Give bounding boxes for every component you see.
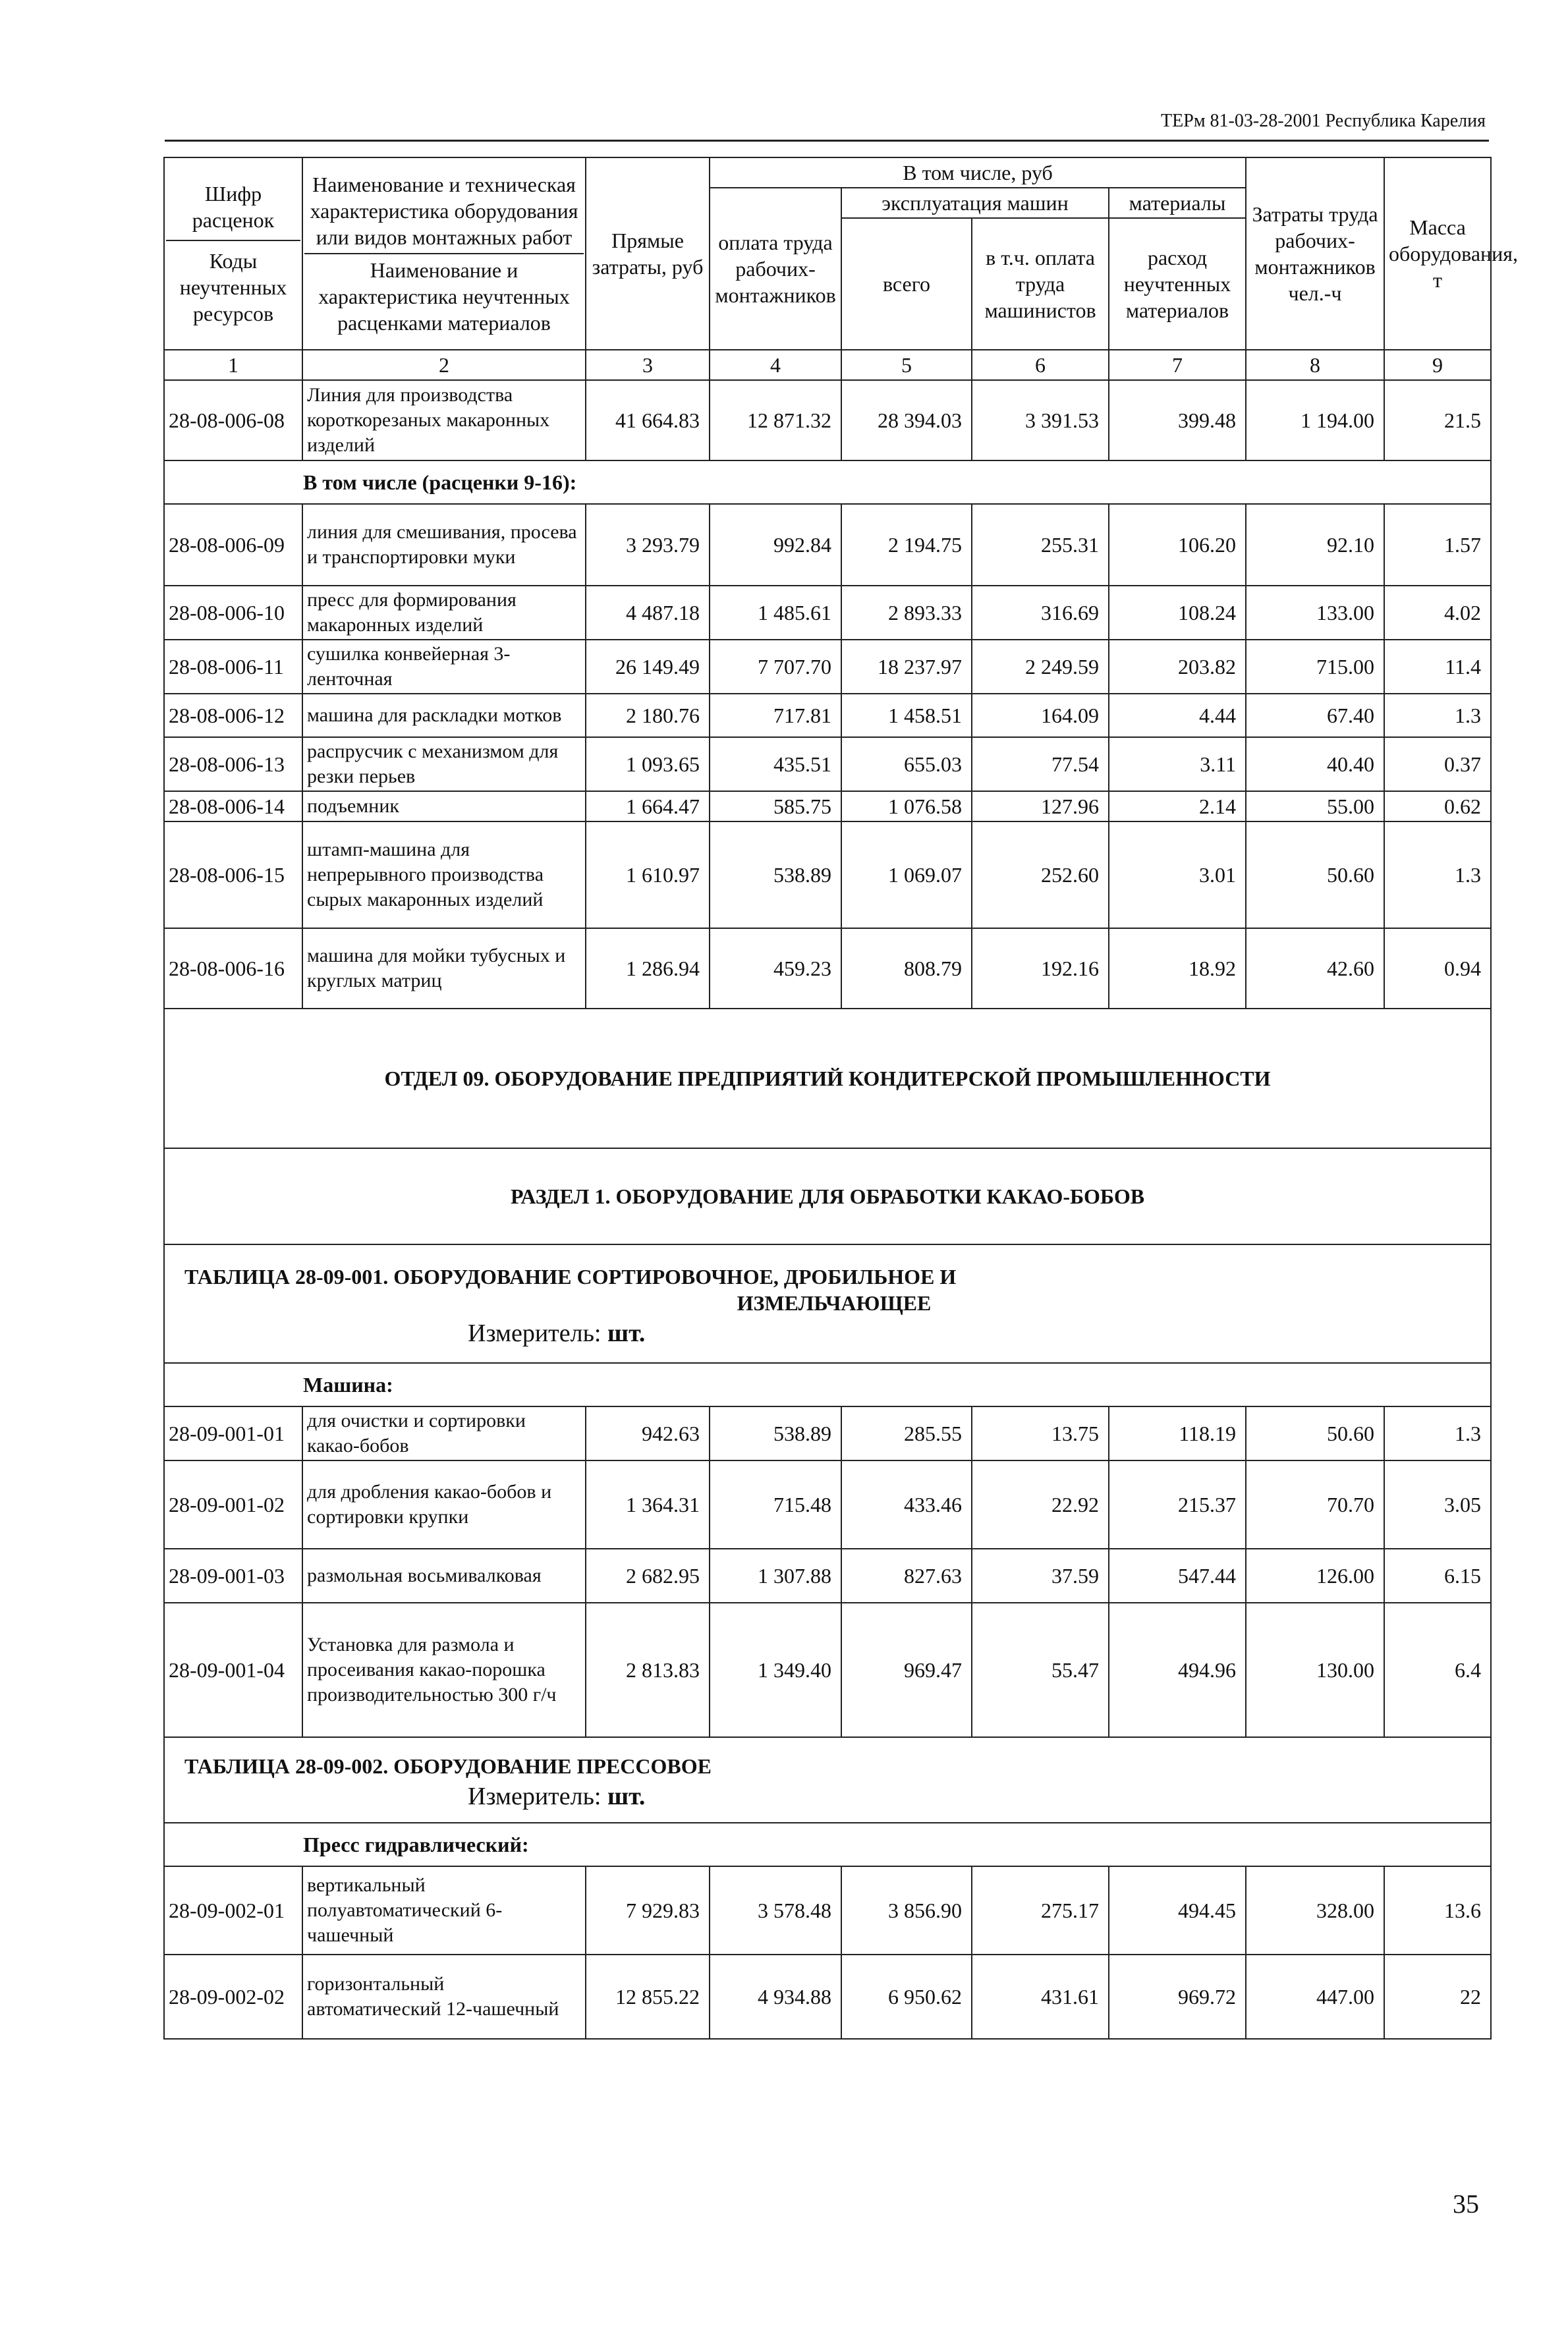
header-rule	[165, 140, 1489, 142]
table-row	[164, 928, 1491, 1009]
document-header: ТЕРм 81-03-28-2001 Республика Карелия	[1161, 111, 1486, 131]
table-row	[164, 586, 1491, 640]
cell-mass: 1.57	[1384, 504, 1491, 586]
cell-mat: 118.19	[1109, 1406, 1246, 1460]
col-mass-header: Масса оборудования, т	[1384, 157, 1491, 350]
col-code-top: Шифр расценок	[192, 182, 275, 232]
cell-mass: 0.94	[1384, 928, 1491, 1009]
cell-direct: 4 487.18	[586, 586, 710, 640]
cell-wages: 538.89	[710, 1406, 841, 1460]
group-heading-row	[164, 1823, 1491, 1866]
cell-wages: 717.81	[710, 694, 841, 737]
cell-mat: 547.44	[1109, 1549, 1246, 1603]
cell-direct: 2 682.95	[586, 1549, 710, 1603]
col-name-bottom: Наименование и характеристика неучтенных расценками материалов	[304, 253, 584, 336]
table-title-2-row	[164, 1737, 1491, 1823]
cell-code: 28-09-002-01	[164, 1866, 302, 1955]
cell-mach: 18 237.97	[841, 640, 972, 694]
cell-labor: 130.00	[1246, 1603, 1384, 1737]
cell-mach_w: 22.92	[972, 1460, 1109, 1549]
cell-mat: 4.44	[1109, 694, 1246, 737]
section-title-row	[164, 1148, 1491, 1244]
cell-mass: 13.6	[1384, 1866, 1491, 1955]
cell-mach: 433.46	[841, 1460, 972, 1549]
cell-direct: 2 180.76	[586, 694, 710, 737]
cell-mach_w: 316.69	[972, 586, 1109, 640]
cell-name: пресс для формирования макаронных изделий	[302, 586, 586, 640]
table-title-text: ТАБЛИЦА 28-09-002. ОБОРУДОВАНИЕ ПРЕССОВОЕ	[184, 1754, 712, 1778]
cell-mach_w: 77.54	[972, 737, 1109, 791]
cell-mach: 655.03	[841, 737, 972, 791]
cell-code: 28-09-001-02	[164, 1460, 302, 1549]
cell-mach_w: 55.47	[972, 1603, 1109, 1737]
table-row	[164, 1406, 1491, 1460]
rates-table	[163, 157, 1518, 2040]
cell-mass: 3.05	[1384, 1460, 1491, 1549]
group-heading: Машина:	[164, 1363, 1491, 1406]
cell-labor: 40.40	[1246, 737, 1384, 791]
measure-value: шт.	[607, 1783, 646, 1810]
cell-mass: 4.02	[1384, 586, 1491, 640]
group-heading: В том числе (расценки 9-16):	[164, 460, 1491, 504]
cell-labor: 70.70	[1246, 1460, 1384, 1549]
cell-mach: 808.79	[841, 928, 972, 1009]
cell-wages: 585.75	[710, 791, 841, 821]
cell-labor: 67.40	[1246, 694, 1384, 737]
cell-name: размольная восьмивалковая	[302, 1549, 586, 1603]
cell-mach_w: 37.59	[972, 1549, 1109, 1603]
cell-code: 28-08-006-16	[164, 928, 302, 1009]
cell-mach: 6 950.62	[841, 1955, 972, 2039]
cell-mass: 11.4	[1384, 640, 1491, 694]
cell-code: 28-09-002-02	[164, 1955, 302, 2039]
cell-mat: 969.72	[1109, 1955, 1246, 2039]
col-direct-header: Прямые затраты, руб	[586, 157, 710, 350]
cell-labor: 126.00	[1246, 1549, 1384, 1603]
col-number: 8	[1246, 350, 1384, 380]
cell-mach: 969.47	[841, 1603, 972, 1737]
cell-code: 28-09-001-03	[164, 1549, 302, 1603]
cell-wages: 992.84	[710, 504, 841, 586]
cell-mach_w: 2 249.59	[972, 640, 1109, 694]
cell-wages: 538.89	[710, 821, 841, 928]
cell-direct: 1 093.65	[586, 737, 710, 791]
cell-name: для дробления какао-бобов и сортировки крупки	[302, 1460, 586, 1549]
table-title-1	[164, 1244, 1491, 1363]
col-machines-wages-header: в т.ч. оплата труда машинистов	[972, 218, 1109, 350]
cell-mat: 18.92	[1109, 928, 1246, 1009]
cell-wages: 1 349.40	[710, 1603, 841, 1737]
cell-mach_w: 255.31	[972, 504, 1109, 586]
cell-labor: 1 194.00	[1246, 380, 1384, 460]
col-labor-header: Затраты труда рабочих-монтажников чел.-ч	[1246, 157, 1384, 350]
cell-name: Установка для размола и просеивания какао-порошка производительностью 300 г/ч	[302, 1603, 586, 1737]
table-row	[164, 821, 1491, 928]
cell-mach: 28 394.03	[841, 380, 972, 460]
cell-name: горизонтальный автоматический 12-чашечный	[302, 1955, 586, 2039]
cell-mat: 3.11	[1109, 737, 1246, 791]
col-number: 3	[586, 350, 710, 380]
col-name-header	[302, 157, 586, 350]
cell-mass: 1.3	[1384, 1406, 1491, 1460]
cell-code: 28-08-006-13	[164, 737, 302, 791]
cell-mach: 285.55	[841, 1406, 972, 1460]
cell-code: 28-08-006-12	[164, 694, 302, 737]
col-wages-header: оплата труда рабочих-монтажников	[710, 188, 841, 350]
cell-mach_w: 3 391.53	[972, 380, 1109, 460]
cell-name: линия для смешивания, просева и транспортировки муки	[302, 504, 586, 586]
cell-mat: 494.45	[1109, 1866, 1246, 1955]
cell-code: 28-08-006-11	[164, 640, 302, 694]
cell-mat: 215.37	[1109, 1460, 1246, 1549]
cell-mass: 22	[1384, 1955, 1491, 2039]
group-heading-row	[164, 1363, 1491, 1406]
table-row	[164, 791, 1491, 821]
cell-mass: 0.37	[1384, 737, 1491, 791]
table-title-text-cont: ИЗМЕЛЬЧАЮЩЕЕ	[737, 1291, 932, 1315]
cell-labor: 92.10	[1246, 504, 1384, 586]
col-name-top: Наименование и техническая характеристика оборудования или видов монтажных работ	[310, 173, 578, 249]
cell-mass: 6.4	[1384, 1603, 1491, 1737]
measure-label: Измеритель:	[468, 1783, 607, 1810]
cell-mach: 1 076.58	[841, 791, 972, 821]
cell-mach_w: 164.09	[972, 694, 1109, 737]
cell-mach: 827.63	[841, 1549, 972, 1603]
col-number: 2	[302, 350, 586, 380]
cell-mat: 2.14	[1109, 791, 1246, 821]
cell-mach_w: 431.61	[972, 1955, 1109, 2039]
col-including-header: В том числе, руб	[710, 157, 1246, 188]
cell-name: машина для мойки тубусных и круглых матриц	[302, 928, 586, 1009]
table-row	[164, 380, 1491, 460]
col-materials-sub-header: расход неучтенных материалов	[1109, 218, 1246, 350]
col-number: 4	[710, 350, 841, 380]
table-row	[164, 640, 1491, 694]
page-number: 35	[1453, 2189, 1479, 2219]
measure-value: шт.	[607, 1320, 646, 1347]
cell-code: 28-08-006-14	[164, 791, 302, 821]
cell-labor: 133.00	[1246, 586, 1384, 640]
col-machines-header: эксплуатация машин	[841, 188, 1109, 218]
col-code-header	[164, 157, 302, 350]
cell-name: штамп-машина для непрерывного производства сырых макаронных изделий	[302, 821, 586, 928]
table-title-1-row	[164, 1244, 1491, 1363]
table-row	[164, 737, 1491, 791]
measure-unit	[468, 1783, 1484, 1810]
cell-mach_w: 13.75	[972, 1406, 1109, 1460]
cell-code: 28-09-001-04	[164, 1603, 302, 1737]
cell-mach: 2 893.33	[841, 586, 972, 640]
cell-mach_w: 275.17	[972, 1866, 1109, 1955]
group-heading: Пресс гидравлический:	[164, 1823, 1491, 1866]
cell-code: 28-08-006-10	[164, 586, 302, 640]
cell-wages: 12 871.32	[710, 380, 841, 460]
cell-direct: 2 813.83	[586, 1603, 710, 1737]
cell-direct: 26 149.49	[586, 640, 710, 694]
table-row	[164, 1955, 1491, 2039]
cell-labor: 447.00	[1246, 1955, 1384, 2039]
department-title-row	[164, 1009, 1491, 1148]
col-number: 9	[1384, 350, 1491, 380]
cell-direct: 7 929.83	[586, 1866, 710, 1955]
cell-mach: 1 069.07	[841, 821, 972, 928]
table-title-2	[164, 1737, 1491, 1823]
cell-mat: 399.48	[1109, 380, 1246, 460]
table-row	[164, 504, 1491, 586]
cell-labor: 50.60	[1246, 1406, 1384, 1460]
cell-wages: 435.51	[710, 737, 841, 791]
cell-mat: 106.20	[1109, 504, 1246, 586]
cell-wages: 3 578.48	[710, 1866, 841, 1955]
col-number: 1	[164, 350, 302, 380]
cell-name: распрусчик с механизмом для резки перьев	[302, 737, 586, 791]
cell-direct: 1 364.31	[586, 1460, 710, 1549]
cell-labor: 715.00	[1246, 640, 1384, 694]
cell-direct: 942.63	[586, 1406, 710, 1460]
cell-wages: 715.48	[710, 1460, 841, 1549]
col-number: 6	[972, 350, 1109, 380]
cell-wages: 7 707.70	[710, 640, 841, 694]
table-row	[164, 1603, 1491, 1737]
cell-mat: 203.82	[1109, 640, 1246, 694]
cell-code: 28-08-006-08	[164, 380, 302, 460]
cell-direct: 3 293.79	[586, 504, 710, 586]
cell-wages: 1 307.88	[710, 1549, 841, 1603]
cell-direct: 1 664.47	[586, 791, 710, 821]
cell-name: машина для раскладки мотков	[302, 694, 586, 737]
table-row	[164, 1866, 1491, 1955]
table-title-text: ТАБЛИЦА 28-09-001. ОБОРУДОВАНИЕ СОРТИРОВОЧНОЕ, ДРОБИЛЬНОЕ И	[184, 1265, 957, 1289]
cell-mass: 0.62	[1384, 791, 1491, 821]
cell-mach: 1 458.51	[841, 694, 972, 737]
cell-mach_w: 192.16	[972, 928, 1109, 1009]
cell-mach: 2 194.75	[841, 504, 972, 586]
col-number: 7	[1109, 350, 1246, 380]
cell-name: подъемник	[302, 791, 586, 821]
cell-direct: 1 610.97	[586, 821, 710, 928]
cell-name: вертикальный полуавтоматический 6-чашечный	[302, 1866, 586, 1955]
table-row	[164, 1549, 1491, 1603]
cell-code: 28-08-006-09	[164, 504, 302, 586]
cell-mach: 3 856.90	[841, 1866, 972, 1955]
group-heading-row	[164, 460, 1491, 504]
cell-mat: 108.24	[1109, 586, 1246, 640]
cell-name: Линия для производства короткорезаных макаронных изделий	[302, 380, 586, 460]
cell-direct: 12 855.22	[586, 1955, 710, 2039]
col-machines-total-header: всего	[841, 218, 972, 350]
cell-code: 28-09-001-01	[164, 1406, 302, 1460]
cell-direct: 41 664.83	[586, 380, 710, 460]
cell-mass: 1.3	[1384, 694, 1491, 737]
section-title: РАЗДЕЛ 1. ОБОРУДОВАНИЕ ДЛЯ ОБРАБОТКИ КАКАО-БОБОВ	[164, 1148, 1491, 1244]
col-number: 5	[841, 350, 972, 380]
measure-label: Измеритель:	[468, 1320, 607, 1347]
cell-name: для очистки и сортировки какао-бобов	[302, 1406, 586, 1460]
col-code-bottom: Коды неучтенных ресурсов	[166, 240, 300, 327]
cell-mass: 1.3	[1384, 821, 1491, 928]
cell-name: сушилка конвейерная 3-ленточная	[302, 640, 586, 694]
cell-labor: 328.00	[1246, 1866, 1384, 1955]
table-row	[164, 1460, 1491, 1549]
cell-labor: 55.00	[1246, 791, 1384, 821]
cell-mass: 21.5	[1384, 380, 1491, 460]
measure-unit	[468, 1320, 1484, 1347]
table-row	[164, 694, 1491, 737]
column-number-row	[164, 350, 1491, 380]
col-materials-header: материалы	[1109, 188, 1246, 218]
department-title: ОТДЕЛ 09. ОБОРУДОВАНИЕ ПРЕДПРИЯТИЙ КОНДИТЕРСКОЙ ПРОМЫШЛЕННОСТИ	[164, 1009, 1491, 1148]
cell-mat: 3.01	[1109, 821, 1246, 928]
cell-wages: 459.23	[710, 928, 841, 1009]
cell-mach_w: 127.96	[972, 791, 1109, 821]
cell-mat: 494.96	[1109, 1603, 1246, 1737]
cell-code: 28-08-006-15	[164, 821, 302, 928]
cell-wages: 4 934.88	[710, 1955, 841, 2039]
cell-mach_w: 252.60	[972, 821, 1109, 928]
header-row-1	[164, 157, 1491, 188]
cell-wages: 1 485.61	[710, 586, 841, 640]
cell-labor: 42.60	[1246, 928, 1384, 1009]
cell-direct: 1 286.94	[586, 928, 710, 1009]
cell-labor: 50.60	[1246, 821, 1384, 928]
cell-mass: 6.15	[1384, 1549, 1491, 1603]
